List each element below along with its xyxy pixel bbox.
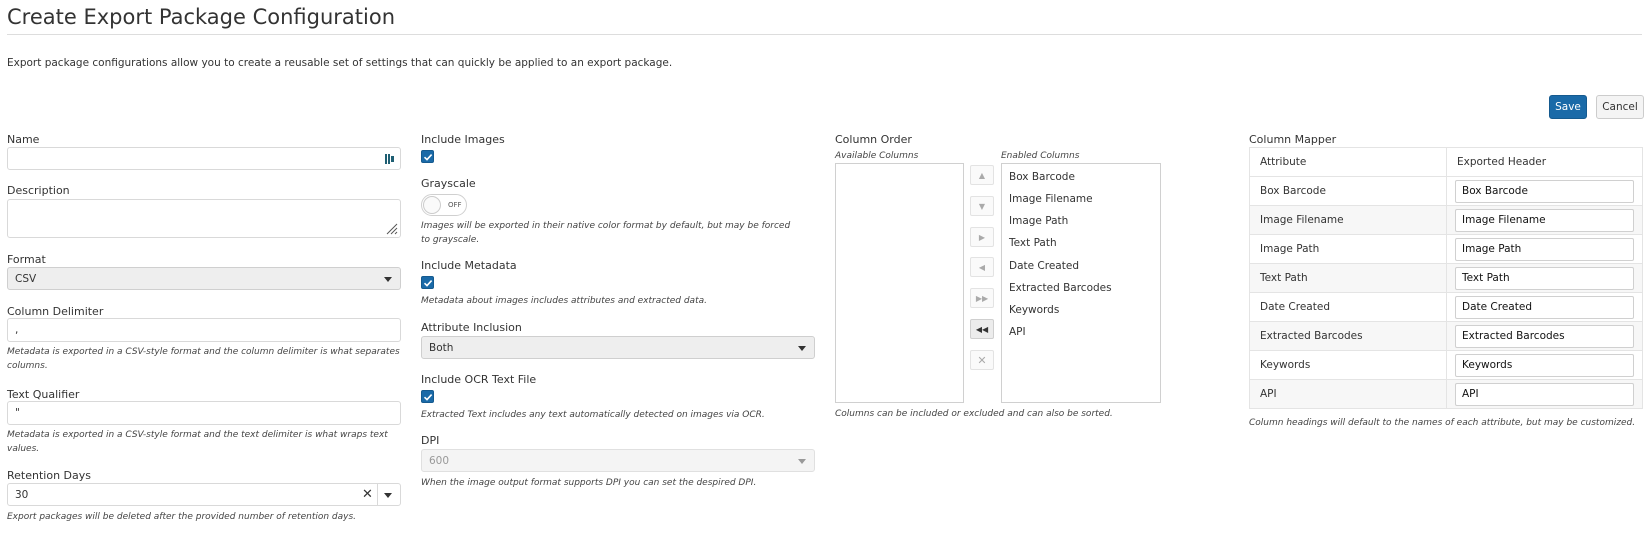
attribute-cell: Text Path — [1250, 264, 1447, 293]
column-delimiter-help: Metadata is exported in a CSV-style format and the column delimiter is what separates columns. — [7, 347, 400, 371]
table-row — [1250, 322, 1643, 351]
table-row — [1250, 293, 1643, 322]
header-cell — [1447, 322, 1643, 351]
list-item[interactable]: Date Created — [1009, 260, 1079, 272]
move-left-button[interactable]: ◀ — [970, 257, 994, 277]
include-images-checkbox[interactable] — [421, 150, 434, 163]
name-input[interactable] — [7, 147, 401, 170]
include-images-label: Include Images — [421, 133, 505, 146]
attribute-inclusion-value: Both — [429, 341, 454, 354]
list-item[interactable]: Text Path — [1009, 237, 1057, 249]
check-icon — [423, 152, 433, 162]
grayscale-help: Images will be exported in their native color format by default, but may be forced to grayscale. — [421, 221, 791, 245]
attribute-cell: Image Path — [1250, 235, 1447, 264]
table-row — [1250, 206, 1643, 235]
name-label: Name — [7, 133, 40, 146]
autofill-icon[interactable] — [385, 153, 395, 165]
enabled-columns-list[interactable] — [1001, 163, 1161, 403]
move-right-button[interactable]: ▶ — [970, 227, 994, 247]
header-cell — [1447, 264, 1643, 293]
remove-button[interactable]: ✕ — [970, 350, 994, 370]
description-label: Description — [7, 184, 70, 197]
exported-header-column-header: Exported Header — [1447, 148, 1643, 177]
exported-header-input[interactable]: API — [1455, 383, 1634, 406]
resize-grip-icon[interactable] — [386, 223, 398, 235]
table-row — [1250, 235, 1643, 264]
header-cell — [1447, 351, 1643, 380]
retention-days-spinner[interactable] — [7, 483, 401, 506]
title-divider — [7, 34, 1642, 35]
column-order-help: Columns can be included or excluded and can also be sorted. — [835, 409, 1113, 419]
table-header-row — [1250, 148, 1643, 177]
exported-header-input[interactable]: Date Created — [1455, 296, 1634, 319]
attribute-inclusion-label: Attribute Inclusion — [421, 321, 522, 334]
move-down-button[interactable]: ▼ — [970, 196, 994, 216]
available-columns-label: Available Columns — [835, 151, 919, 161]
attribute-cell: Keywords — [1250, 351, 1447, 380]
attribute-column-header: Attribute — [1250, 148, 1447, 177]
column-order-label: Column Order — [835, 133, 912, 146]
spinner-divider — [377, 484, 378, 505]
list-item[interactable]: Image Filename — [1009, 193, 1093, 205]
dpi-select[interactable] — [421, 449, 815, 472]
table-row — [1250, 264, 1643, 293]
include-ocr-checkbox[interactable] — [421, 390, 434, 403]
save-button[interactable]: Save — [1549, 95, 1587, 119]
column-delimiter-value: , — [15, 324, 19, 336]
chevron-down-icon — [798, 346, 806, 351]
format-value: CSV — [15, 272, 37, 285]
chevron-down-icon — [798, 459, 806, 464]
text-qualifier-label: Text Qualifier — [7, 388, 80, 401]
attribute-cell: Image Filename — [1250, 206, 1447, 235]
attribute-cell: API — [1250, 380, 1447, 409]
text-qualifier-input[interactable] — [7, 401, 401, 425]
grayscale-label: Grayscale — [421, 177, 476, 190]
clear-icon[interactable]: ✕ — [362, 487, 373, 502]
exported-header-input[interactable]: Image Filename — [1455, 209, 1634, 232]
list-item[interactable]: Box Barcode — [1009, 171, 1075, 183]
text-qualifier-value: " — [15, 407, 20, 419]
exported-header-input[interactable]: Text Path — [1455, 267, 1634, 290]
grayscale-toggle[interactable] — [421, 194, 467, 216]
move-up-button[interactable]: ▲ — [970, 165, 994, 185]
include-ocr-label: Include OCR Text File — [421, 373, 537, 386]
toggle-state: OFF — [448, 201, 462, 209]
dpi-value: 600 — [429, 454, 450, 467]
dpi-label: DPI — [421, 434, 440, 447]
column-mapper-label: Column Mapper — [1249, 133, 1337, 146]
format-select[interactable] — [7, 267, 401, 290]
text-qualifier-help: Metadata is exported in a CSV-style format and the text delimiter is what wraps text values. — [7, 430, 388, 454]
list-item[interactable]: API — [1009, 326, 1026, 338]
check-icon — [423, 278, 433, 288]
include-metadata-checkbox[interactable] — [421, 276, 434, 289]
column-delimiter-label: Column Delimiter — [7, 305, 104, 318]
toggle-knob — [423, 196, 441, 214]
page-intro: Export package configurations allow you to create a reusable set of settings that can quickly be applied to an export package. — [7, 57, 673, 69]
attribute-inclusion-select[interactable] — [421, 336, 815, 359]
move-all-right-button[interactable]: ▶▶ — [970, 288, 994, 308]
attribute-cell: Box Barcode — [1250, 177, 1447, 206]
include-ocr-help: Extracted Text includes any text automatically detected on images via OCR. — [421, 410, 765, 420]
exported-header-input[interactable]: Keywords — [1455, 354, 1634, 377]
list-item[interactable]: Image Path — [1009, 215, 1069, 227]
exported-header-input[interactable]: Extracted Barcodes — [1455, 325, 1634, 348]
header-cell — [1447, 206, 1643, 235]
enabled-columns-label: Enabled Columns — [1001, 151, 1080, 161]
page-title: Create Export Package Configuration — [7, 5, 396, 29]
exported-header-input[interactable]: Box Barcode — [1455, 180, 1634, 203]
retention-days-help: Export packages will be deleted after the provided number of retention days. — [7, 512, 357, 522]
attribute-cell: Date Created — [1250, 293, 1447, 322]
move-all-left-button[interactable]: ◀◀ — [970, 319, 994, 339]
column-mapper-table — [1249, 147, 1643, 409]
column-mapper-help: Column headings will default to the names of each attribute, but may be customized. — [1249, 418, 1636, 428]
attribute-cell: Extracted Barcodes — [1250, 322, 1447, 351]
table-row — [1250, 351, 1643, 380]
header-cell — [1447, 235, 1643, 264]
header-cell — [1447, 293, 1643, 322]
include-metadata-label: Include Metadata — [421, 259, 517, 272]
list-item[interactable]: Extracted Barcodes — [1009, 282, 1112, 294]
table-row — [1250, 177, 1643, 206]
list-item[interactable]: Keywords — [1009, 304, 1060, 316]
retention-days-value: 30 — [15, 488, 29, 501]
available-columns-list[interactable] — [835, 163, 964, 403]
dpi-help: When the image output format supports DPI you can set the despired DPI. — [421, 478, 757, 488]
header-cell — [1447, 177, 1643, 206]
chevron-down-icon — [384, 277, 392, 282]
include-metadata-help: Metadata about images includes attributes and extracted data. — [421, 296, 707, 306]
cancel-button[interactable]: Cancel — [1596, 95, 1644, 119]
exported-header-input[interactable]: Image Path — [1455, 238, 1634, 261]
table-row — [1250, 380, 1643, 409]
chevron-down-icon[interactable] — [384, 493, 392, 498]
check-icon — [423, 392, 433, 402]
header-cell — [1447, 380, 1643, 409]
retention-days-label: Retention Days — [7, 469, 91, 482]
description-textarea[interactable] — [7, 199, 401, 238]
format-label: Format — [7, 253, 46, 266]
column-delimiter-input[interactable] — [7, 318, 401, 342]
